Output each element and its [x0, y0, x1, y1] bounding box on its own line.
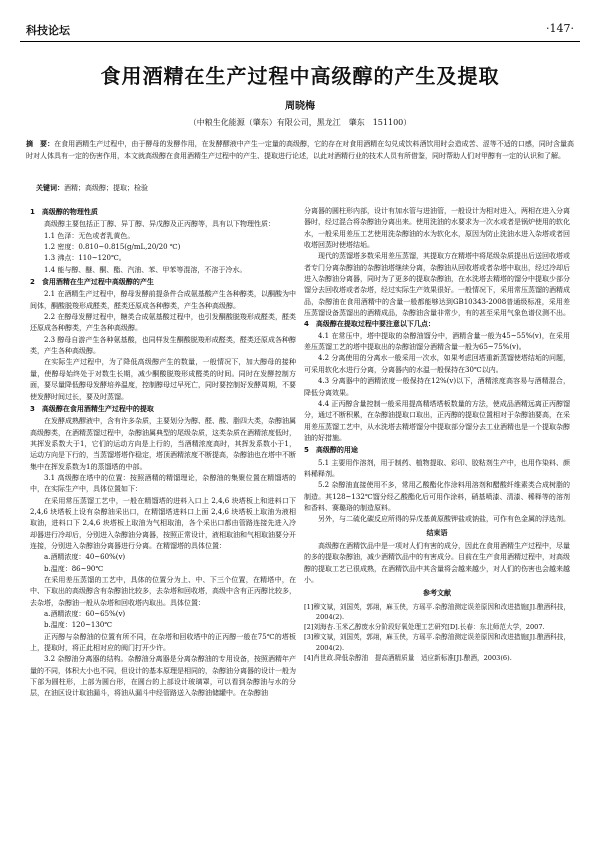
running-header [20, 22, 580, 40]
paragraph: 5.2 杂醇油直接使用不多，常用乙酸酯化作涂料用溶剂和醋酸纤维素类合成树脂的制造。其128~132℃馏分经乙酸酯化后可用作涂料，硝基喷漆、清漆、稀释等的溶剂和香料、赛璐珞的制造原料。 [304, 481, 570, 512]
affiliation: （中粮生化能源（肇东）有限公司，黑龙江 肇东 151100） [188, 118, 412, 127]
list-item: a.酒精浓度：60~65%(v) [44, 610, 126, 619]
section-heading: 4 高级醇在提取过程中要注意以下几点： [304, 320, 435, 329]
paragraph: 正丙醇与杂醇油的位置有所不同，在杂塔和回收塔中的正丙醇一般在75℃的塔板上，提取时，将正此相对应的阀门打开少许。 [30, 632, 296, 653]
paragraph: 高级醇在酒精饮品中是一项对人们有害的成分，因此在食用酒精生产过程中，尽量的多的提取杂醇油，减少酒精饮品中的有害成分。目前在生产食用酒精过程中，对高级醇的提取工艺已很成熟，在酒精饮品中其含量将会越来越少，对人们的伤害也会越来越小。 [304, 541, 570, 584]
section-heading: 5 高级醇的用途 [304, 446, 358, 455]
paragraph: 4.1 在常压中，塔中提取的杂醇油馏分中，酒精含量一般为45~55%(v)，在采用差压蒸馏工艺的塔中提取出的杂醇油馏分酒精含量一般为65~75%(v)。 [304, 331, 570, 352]
list-item: 1.1 色泽：无色或者乳黄色。 [44, 231, 135, 240]
reference-item: [4]肖世政.降低杂醇油 提高酒精质量 适应新标准[J].酿酒，2003(6). [304, 653, 512, 662]
reference-item: [3]穆文斌，刘国英，郭翊，麻玉侠，方瑶平.杂醇油测定误差原因和改进措施[J].酿酒科技，2004(2). [304, 633, 570, 652]
paragraph: 在发酵成熟醪液中，含有许多杂质，主要划分为醇、醛、酸、脂四大类，杂醇油属高级醇类，在酒精蒸馏过程中，杂醇油属典型的尾级杂质，这类杂质在酒精浓度低时，其挥发系数大于1，它们的运动方向是上行的，当酒精浓度高时，其挥发系数小于1，运动方向是下行的，当蒸馏塔塔作稳定，塔顶酒精浓度不断提高，杂醇油也在塔中不断集中在挥发系数为1的蒸馏塔的中部。 [30, 417, 296, 471]
conclusion-heading: 结束语 [426, 528, 448, 537]
list-item: a.酒精浓度：40~60%(v) [44, 553, 126, 562]
right-column [304, 206, 570, 663]
section-heading: 1 高级醇的物理性质 [30, 208, 98, 216]
paragraph: 3.2 杂醇油分离器的结构。杂醇油分离器是分离杂醇油的专用设备，按照酒精年产量的不同，体积大小也不同，但设计的基本原理是相同的，杂醇油分离器的设计一般为下部为圆柱形，上部为圆台形，在圆台的上部设计玻璃罩，可以看到杂醇油与水的分层，在油区设计取油漏斗，将油从漏斗中经管路送入杂醇油储罐中。在杂醇油 [30, 655, 296, 698]
journal-section: 科技论坛 [26, 24, 70, 37]
abstract-label: 摘 要： [26, 139, 55, 148]
list-item: b.温度：86~90℃ [44, 564, 104, 573]
paragraph: 4.3 分离器中的酒精浓度一般保持在12%(v)以下，酒精浓度高容易与酒精混合，降低分离效果。 [304, 377, 570, 397]
paragraph: 2.2 在醇母发酵过程中，糖类合成氨基酸过程中，也引发酮酸脱羧形成醛类，醛类还原成各种醇类，产生各种高级醇。 [30, 313, 296, 333]
keywords-label: 关键词： [36, 183, 64, 192]
paragraph: 在采用常压蒸馏工艺中，一般在精馏塔的进料入口上 2,4,6 块塔板上和进料口下 2,4,6 块塔板上设有杂醇油采出口，在精馏塔进料口上面 2,4,6 块塔板上取油为液相取油，进料口下 2,4,6 块塔板上取油为气相取油，各个采出口都由管路连接先进入冷却器进行冷却后，分别进入杂醇油分离器，按照正常设计，液相取油和气相取油要分开连接，分别进入杂醇油分离器进行分离。在精馏塔的具体位置： [30, 496, 296, 550]
header-rule [20, 41, 580, 42]
keywords [36, 183, 574, 193]
paragraph: 现代的蒸馏塔多数采用差压蒸馏，其提取方在精塔中将尾级杂质提出后送回收塔或者专门分离杂醇油的杂醇油塔继续分离，杂醇油从回收塔或者杂塔中取出，经过冷却后进入杂醇油分离器，同时为了更多的提取杂醇油，在水洗塔去精塔的馏分中提取少部分馏分去回收塔或者杂塔，经过实际生产效果很好。一般情况下，采用常压蒸馏的酒精成品，杂醇油在食用酒精中的含量一般都能够达到GB10343-2008普通级标准，采用差压蒸馏设备蒸馏出的酒精成品，杂醇油含量非常少，有的甚至采用气象色谱仪测不出。 [304, 252, 570, 318]
section-heading: 3 高级醇在食用酒精生产过程中的提取 [30, 404, 154, 413]
paragraph: 2.3 醇母自游产生各种氨基酸，也同样发生酮酸脱羧形成醛类，醛类还原成各种醇类，产生各种高级醇。 [30, 335, 296, 356]
paragraph: 在实际生产过程中，为了降低高级醇产生的数量，一般情况下，加大醇母的接种量，使醇母始终处于对数生长期，减少酮酸脱羧形成醛类的时间。同时在发酵控制方面，要尽量降低醇母发酵培养温度，控制醇母过早死亡，同时要控制好发酵周期，不要使发酵时间过长，要及时蒸馏。 [30, 358, 296, 401]
paragraph: 3.1 高级醇在塔中的位置：按照酒精的精馏理论，杂醇油的集聚位置在精馏塔的中，在实际生产中，具体位置如下： [30, 473, 296, 494]
abstract [26, 138, 574, 162]
paragraph: 分离器的圆柱形内部，设计有加水管与进油管，一般设计为相对进入，两相在进入分离器时，经过混合将杂醇油分离出来。使用洗油的水要求为一次水或者是锅炉使用的软化水，一般采用差压工艺使用洗杂醇油的水为软化水，原因为防止洗油水进入杂塔或者回收塔回蒸时使塔结垢。 [304, 207, 570, 250]
paragraph: 在采用差压蒸馏的工艺中，具体的位置分为上、中、下三个位置，在精塔中，在中、下取出的高级醇含有杂醇油比较多，去杂塔和回收塔，高级中含有正丙醇比较多，去杂塔，杂醇油一般从杂塔和回收塔内取出。具体位置： [30, 576, 296, 607]
paragraph: 5.1 主要用作溶剂，用于制药、植物提取、彩印、胶粘剂生产中，也用作染料、颜料稀释剂。 [304, 458, 570, 478]
list-item: 1.3 沸点：110~120℃。 [44, 254, 126, 263]
keywords-text: 酒精；高级醇；提取；检验 [64, 184, 148, 192]
paragraph: 高级醇主要包括正丁醇、异丁醇、异戊醇及正丙醇等，具有以下物理性质： [44, 220, 275, 229]
left-column [30, 206, 296, 700]
paragraph: 4.2 分离使用的分离水一般采用一次水，如果考虑回塔重新蒸馏使塔结垢的问题，可采用软化水进行分离，分离器内的水温一般保持在30℃以内。 [304, 354, 570, 374]
abstract-text: 在食用酒精生产过程中，由于酵母的发酵作用，在发酵醪液中产生一定量的高级醇，它的存在对食用酒精在勾兑成饮料酒饮用时会造成苦、涩等不适的口感，同时含量高时对人体具有一定的伤害作用，本文就高级醇在食用酒精生产过程中的产生、提取进行论述，以此对酒精行业的技术人员有所借鉴，同时帮助人们对甲醇有一定的认识和了解。 [26, 140, 575, 160]
paragraph: 4.4 正丙醇含量控制一般采用提高精塔塔板数量的方法，使成品酒精远离正丙醇馏分，通过不断积累，在杂醇油提取口取出，正丙醇的提取位置相对于杂醇油要高，在采用差压蒸馏工艺中，从水洗塔去精塔馏分中提取部分馏分去工业酒精也是一个提取杂醇油的好措施。 [304, 399, 570, 442]
list-item: 1.2 密度：0.810~0.815(g/mL,20/20 ℃) [44, 243, 181, 252]
article-title: 食用酒精在生产过程中高级醇的产生及提取 [100, 64, 500, 88]
paragraph: 2.1 在酒精生产过程中，醇母发酵前提条件合成氨基酸产生各种醇类，以酮酸为中间体，酮酸脱羧形成醛类，醛类还原成各种醇类，产生各种高级醇。 [30, 290, 296, 310]
paragraph: 另外，与二硫化碳反应所得的异戊基黄原酸钾盐或钠盐，可作有色金属的浮选剂。 [318, 515, 570, 524]
list-item: 1.4 能与醇、醚、酮、酯、汽油、苯、甲苯等混溶，不溶于冷水。 [44, 265, 247, 274]
section-heading: 2 食用酒精在生产过程中高级醇的产生 [30, 278, 154, 287]
reference-item: [2]刘海杏.玉米乙醇废水分阶段好氧处理工艺研究[D].长春：东北师范大学，2007. [304, 623, 545, 632]
references-heading: 参考文献 [423, 589, 451, 598]
reference-item: [1]穆文斌，刘国英，郭翊，麻玉侠，方瑶平.杂醇油测定误差原因和改进措施[J].酿酒科技，2004(2). [304, 602, 570, 621]
list-item: b.温度：120~130℃ [44, 621, 113, 630]
page-number: ·147· [546, 22, 574, 35]
author: 周晓梅 [285, 101, 315, 112]
